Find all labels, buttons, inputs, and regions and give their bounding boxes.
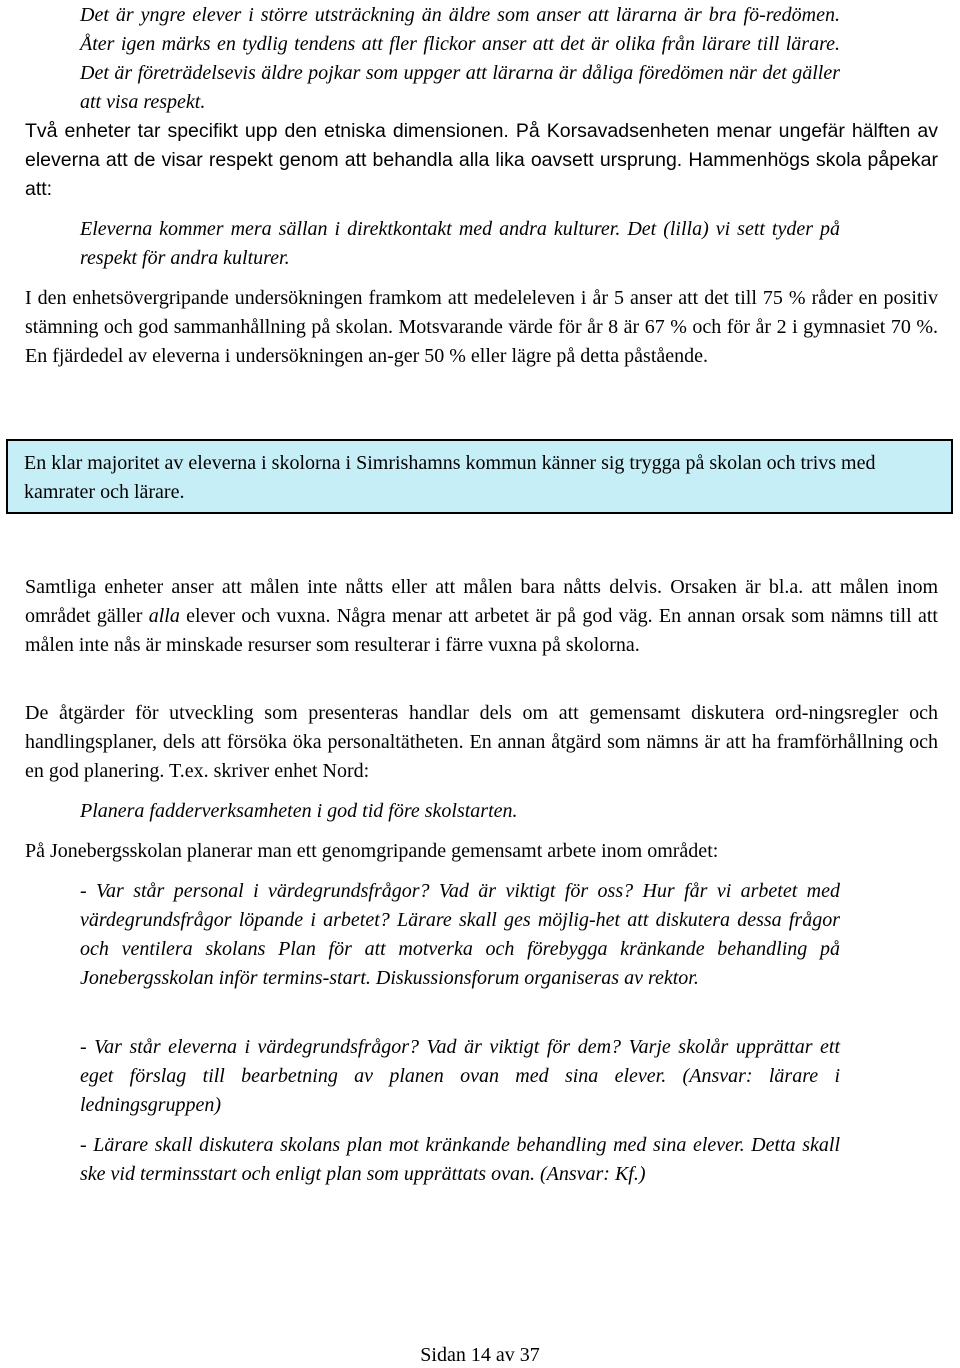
paragraph-teachers-as-role-models: Det är yngre elever i större utsträckning än äldre som anser att lärarna är bra fö-redömen. Åter igen märks en tydlig tendens att fler flickor anser att det är olika från lärare till lärare. Det är företrädelsevis äldre pojkar som uppger att lärarna är dåliga föredömen när det gäller att visa respekt. bbox=[80, 4, 840, 113]
para4-emphasis: alla bbox=[148, 605, 180, 627]
page-number: Sidan 14 av 37 bbox=[420, 1344, 540, 1366]
quote-staff-values: - Var står personal i värdegrundsfrågor? Vad är viktigt för oss? Hur får vi arbetet med värdegrundsfrågor löpande i arbetet? Lärare skall ges möjlig-het att diskutera dessa frågor och ventilera skolans Plan för att motverka och förebygga kränkande behandling på Jonebergsskolan inför termins-start. Diskussionsforum organiseras av rektor. bbox=[80, 880, 840, 989]
quote-hammenhog: Eleverna kommer mera sällan i direktkontakt med andra kulturer. Det (lilla) vi sett tyder på respekt för andra kulturer. bbox=[80, 218, 840, 269]
paragraph-ethnic-dimension: Två enheter tar specifikt upp den etniska dimensionen. På Korsavadsenheten menar ungefär hälften av eleverna att de visar respekt genom att behandla alla lika oavsett ursprung. Hammenhögs skola påpekar att: bbox=[25, 120, 938, 200]
paragraph-development-actions: De åtgärder för utveckling som presenteras handlar dels om att gemensamt diskutera ord-ningsregler och handlingsplaner, dels att försöka öka personaltätheten. En annan åtgärd som nämns är att ha framförhållning och en god planering. T.ex. skriver enhet Nord: bbox=[25, 702, 938, 782]
para4-after: elever och vuxna. Några menar att arbetet är på god väg. En annan orsak som nämns till att målen inte nås är minskade resurser som resulterar i färre vuxna på skolorna. bbox=[25, 605, 938, 656]
summary-callout: En klar majoritet av eleverna i skolorna i Simrishamns kommun känner sig trygga på skolan och trivs med kamrater och lärare. bbox=[6, 439, 953, 514]
quote-pupils-values: - Var står eleverna i värdegrundsfrågor? Vad är viktigt för dem? Varje skolår upprättar ett eget förslag till bearbetning av planen ovan med sina elever. (Ansvar: lärare i ledningsgruppen) bbox=[80, 1036, 840, 1116]
quote-nord: Planera fadderverksamheten i god tid före skolstarten. bbox=[80, 800, 518, 822]
paragraph-survey-results: I den enhetsövergripande undersökningen framkom att medeleleven i år 5 anser att det till 75 % råder en positiv stämning och god sammanhållning på skolan. Motsvarande värde för år 8 är 67 % och för år 2 i gymnasiet 70 %. En fjärdedel av eleverna i undersökningen an-ger 50 % eller lägre på detta påstående. bbox=[25, 287, 938, 367]
para4-before: Samtliga enheter anser att målen inte nåtts eller att målen bara nåtts delvis. Orsaken är bl.a. att målen inom området gäller bbox=[25, 576, 938, 627]
paragraph-joneberg: På Jonebergsskolan planerar man ett genomgripande gemensamt arbete inom området: bbox=[25, 840, 719, 862]
quote-teachers-plan: - Lärare skall diskutera skolans plan mot kränkande behandling med sina elever. Detta skall ske vid terminsstart och enligt plan som upprättats ovan. (Ansvar: Kf.) bbox=[80, 1134, 840, 1185]
paragraph-goals-not-met bbox=[25, 573, 938, 660]
